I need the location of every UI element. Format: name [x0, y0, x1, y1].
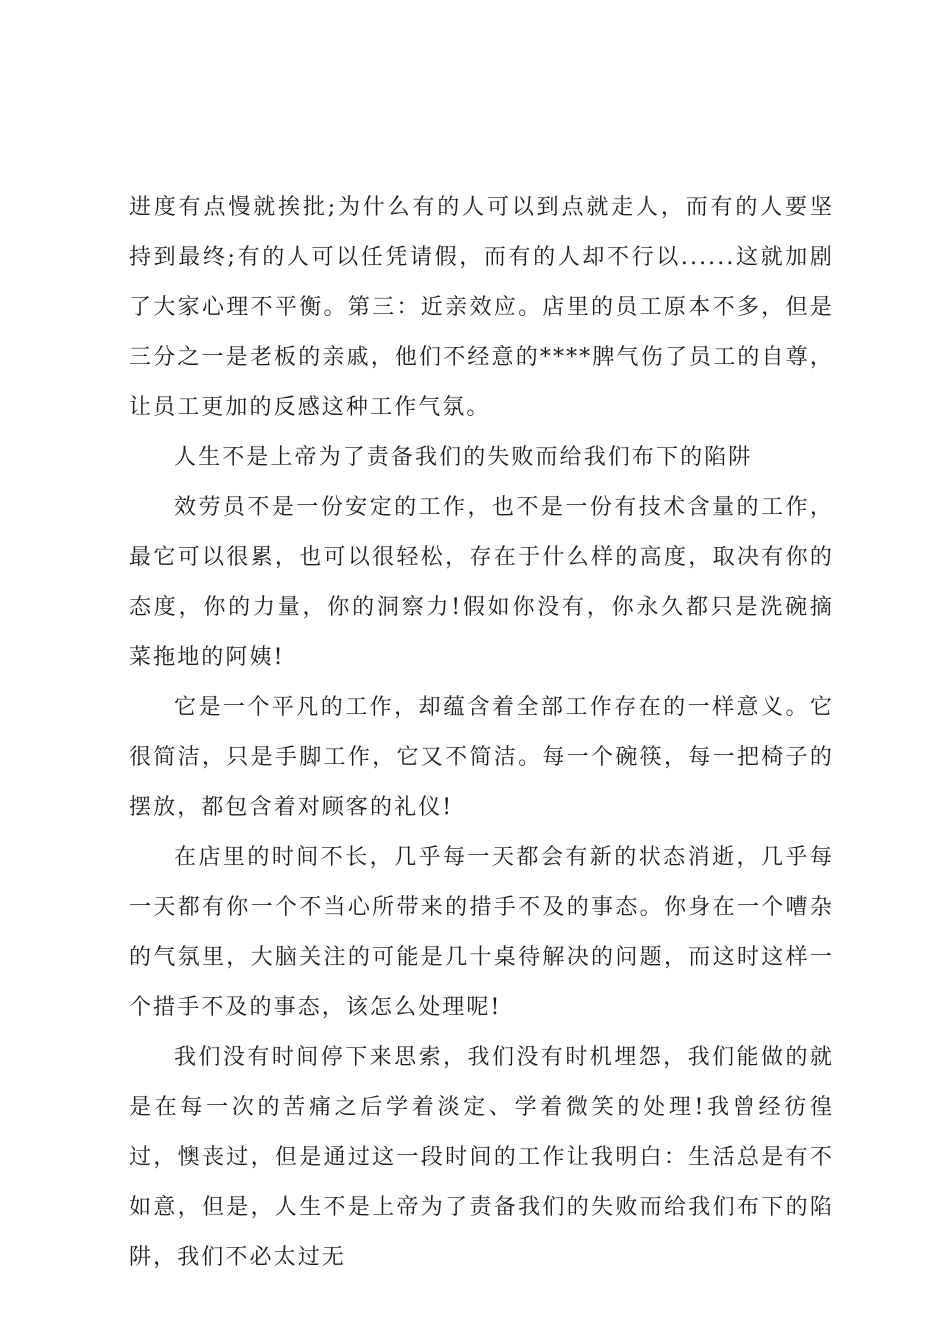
paragraph-no-time: 我们没有时间停下来思索，我们没有时机埋怨，我们能做的就是在每一次的苦痛之后学着淡定、学着微笑的处理!我曾经彷徨过，懊丧过，但是通过这一段时间的工作让我明白：生活总是有不如意，但是，人生不是上帝为了责备我们的失败而给我们布下的陷阱，我们不必太过无: [129, 1045, 834, 1270]
paragraph-heading-line: 人生不是上帝为了责备我们的失败而给我们布下的陷阱: [174, 445, 753, 470]
paragraph-continued: 进度有点慢就挨批;为什么有的人可以到点就走人，而有的人要坚持到最终;有的人可以任凭请假，而有的人却不行以......这就加剧了大家心理不平衡。第三：近亲效应。店里的员工原本不多，但是三分之一是老板的亲戚，他们不经意的****脾气伤了员工的自尊，让员工更加的反感这种工作气氛。: [129, 195, 834, 420]
paragraph-service-job: 效劳员不是一份安定的工作，也不是一份有技术含量的工作，最它可以很累，也可以很轻松，存在于什么样的高度，取决有你的态度，你的力量，你的洞察力!假如你没有，你永久都只是洗碗摘菜拖地的阿姨!: [129, 495, 834, 670]
document-body: [129, 183, 834, 1283]
paragraph-ordinary-work: 它是一个平凡的工作，却蕴含着全部工作存在的一样意义。它很简洁，只是手脚工作，它又不简洁。每一个碗筷，每一把椅子的摆放，都包含着对顾客的礼仪!: [129, 695, 834, 820]
paragraph-time-in-shop: 在店里的时间不长，几乎每一天都会有新的状态消逝，几乎每一天都有你一个不当心所带来的措手不及的事态。你身在一个嘈杂的气氛里，大脑关注的可能是几十桌待解决的问题，而这时这样一个措手不及的事态，该怎么处理呢!: [129, 845, 834, 1020]
